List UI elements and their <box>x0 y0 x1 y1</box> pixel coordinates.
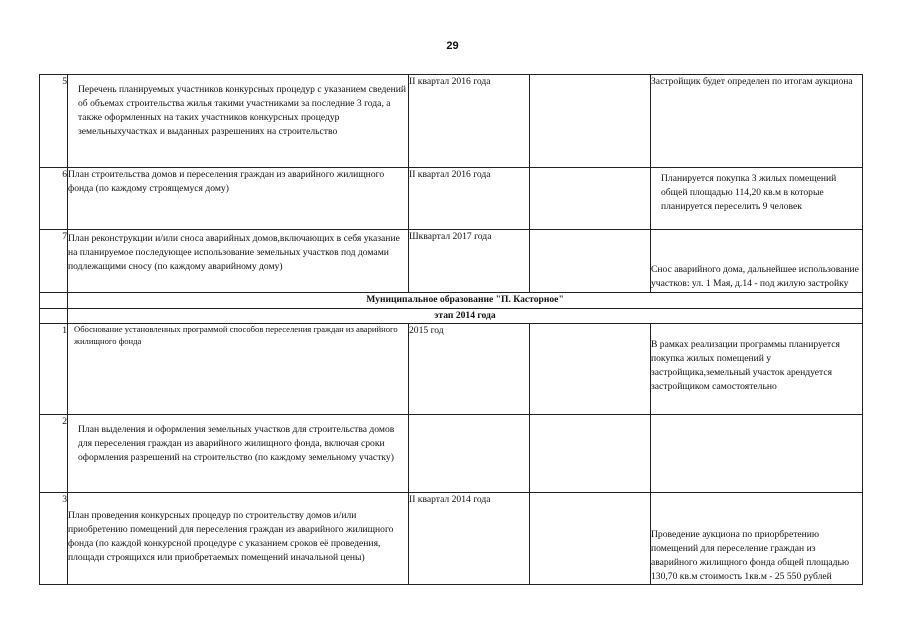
row-description: План реконструкции и/или сноса аварийных домов,включающих в себя указание на планируемое последующее использование земельных участков под домами подлежащими сносу (по каждому аварийному дому) <box>68 230 409 293</box>
table-row <box>40 492 863 584</box>
row-empty-cell <box>530 323 651 414</box>
row-description: Обоснование установленных программой способов переселения граждан из аварийного жилищного фонда <box>68 323 409 414</box>
row-description: План выделения и оформления земельных участков для строительства домов для переселения граждан из аварийного жилищного фонда, включая сроки оформления разрешений на строительство (по каждому земельному участку) <box>68 414 409 492</box>
table-row <box>40 75 863 168</box>
row-number: 7 <box>40 230 68 293</box>
section-stage: этап 2014 года <box>68 309 863 324</box>
row-description: План проведения конкурсных процедур по строительству домов и/или приобретению помещений для переселения граждан из аварийного жилищного фонда (по каждой конкурсной процедуре с указанием сроков её проведения, площади строящихся или приобретаемых помещений иначальной цены) <box>68 492 409 584</box>
row-term: Шквартал 2017 года <box>409 230 530 293</box>
program-table <box>39 74 863 585</box>
table-row <box>40 168 863 230</box>
row-empty-cell <box>530 230 651 293</box>
row-number: 3 <box>40 492 68 584</box>
section-municipality: Муниципальное образование "П. Касторное" <box>68 293 863 309</box>
section-spacer <box>40 309 68 324</box>
row-term: 2015 год <box>409 323 530 414</box>
row-number: 5 <box>40 75 68 168</box>
section-spacer <box>40 293 68 309</box>
row-empty-cell <box>530 414 651 492</box>
row-term: II квартал 2016 года <box>409 168 530 230</box>
table-row <box>40 230 863 293</box>
table-row <box>40 323 863 414</box>
row-number: 6 <box>40 168 68 230</box>
row-result: Снос аварийного дома, дальнейшее использование участков: ул. 1 Мая, д.14 - под жилую застройку <box>651 230 863 293</box>
row-result: Планируется покупка 3 жилых помещений общей площадью 114,20 кв.м в которые планируется переселить 9 человек <box>651 168 863 230</box>
row-term: II квартал 2016 года <box>409 75 530 168</box>
row-description: Перечень планируемых участников конкурсных процедур с указанием сведений об объемах строительства жилья такими участниками за последние 3 года, а также оформленных на таких участников конкурсных процедур земельныхучастках и выданных разрешениях на строительство <box>68 75 409 168</box>
section-row <box>40 293 863 309</box>
row-empty-cell <box>530 168 651 230</box>
row-result: Застройщик будет определен по итогам аукциона <box>651 75 863 168</box>
section-row <box>40 309 863 324</box>
row-empty-cell <box>530 75 651 168</box>
row-term: II квартал 2014 года <box>409 492 530 584</box>
row-result: В рамках реализации программы планируется покупка жилых помещений у застройщика,земельный участок арендуется застройщиком самостоятельно <box>651 323 863 414</box>
row-number: 2 <box>40 414 68 492</box>
row-result <box>651 414 863 492</box>
page-number: 29 <box>446 40 459 52</box>
row-result: Проведение аукциона по приорбретению помещений для переселение граждан из аварийного жилищного фонда общей площадью 130,70 кв.м стоимость 1кв.м - 25 550 рублей <box>651 492 863 584</box>
row-empty-cell <box>530 492 651 584</box>
row-description: План строительства домов и переселения граждан из аварийного жилищного фонда (по каждому строящемуся дому) <box>68 168 409 230</box>
row-term <box>409 414 530 492</box>
row-number: 1 <box>40 323 68 414</box>
table-row <box>40 414 863 492</box>
